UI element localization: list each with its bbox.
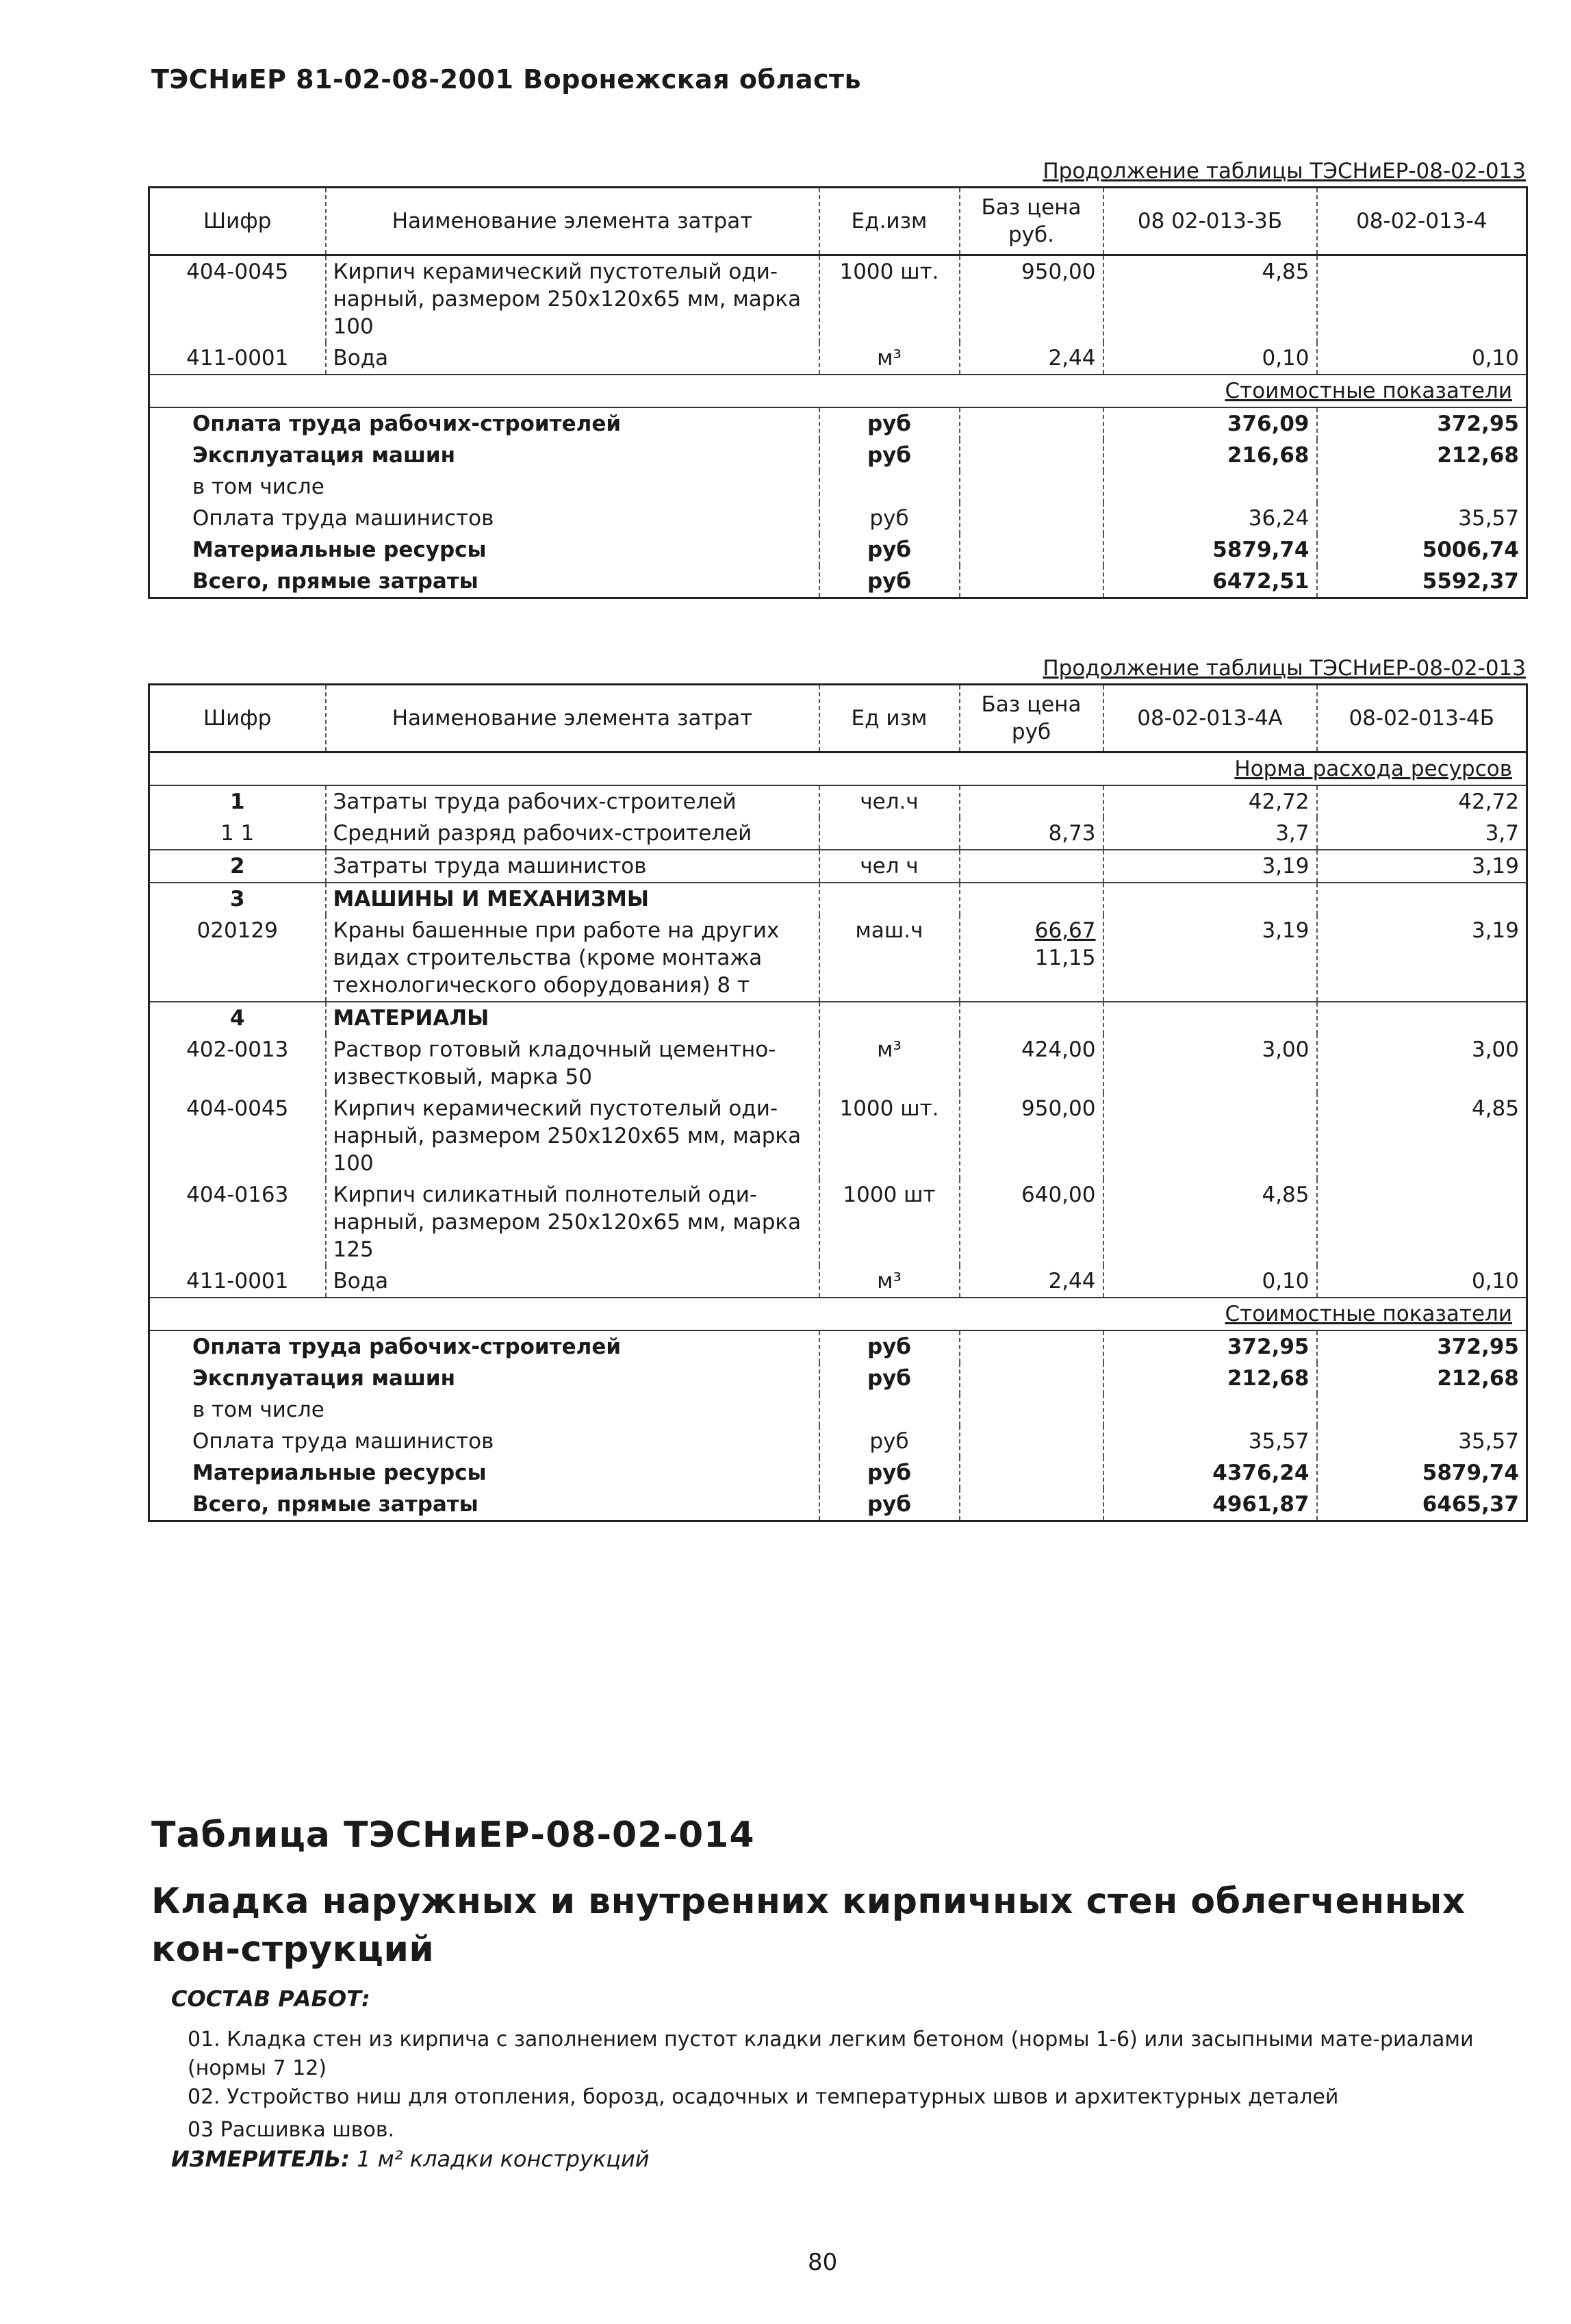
row-unit (819, 1002, 960, 1034)
row-value (1317, 883, 1527, 915)
cost-value (1103, 471, 1317, 503)
cost-row (149, 1426, 1527, 1457)
cost-row (149, 1363, 1527, 1394)
page-header: ТЭСНиЕР 81-02-08-2001 Воронежская область (151, 64, 862, 94)
row-code: 1 (229, 790, 245, 814)
cost-title-row (149, 1298, 1527, 1330)
cost-row (149, 566, 1527, 598)
column-header: Баз цена руб. (960, 188, 1103, 255)
row-unit: маш.ч (819, 915, 960, 1002)
cost-name: Эксплуатация машин (192, 443, 456, 468)
column-header: Шифр (203, 706, 272, 731)
row-unit: чел ч (819, 850, 960, 883)
cost-row (149, 1457, 1527, 1489)
row-price: 2,44 (960, 1265, 1103, 1298)
cost-value: 36,24 (1103, 503, 1317, 534)
row-name: Средний разряд рабочих-строителей (326, 818, 819, 850)
works-title: СОСТАВ РАБОТ: (171, 1986, 370, 2012)
cost-value (1317, 1394, 1527, 1426)
row-code: 2 (149, 850, 326, 883)
cost-title (149, 375, 1527, 407)
cost-title-text: Стоимостные показатели (1225, 379, 1512, 403)
row-name: МАТЕРИАЛЫ (326, 1002, 819, 1034)
row-price: 8,73 (960, 818, 1103, 850)
column-header: 08-02-013-4Б (1317, 685, 1527, 753)
row-value: 3,7 (1317, 818, 1527, 850)
row-unit: чел.ч (819, 785, 960, 818)
cost-price (960, 471, 1103, 503)
row-value (1317, 1002, 1527, 1034)
work-item: 03 Расшивка швов. (188, 2118, 395, 2142)
row-name: Затраты труда рабочих-строителей (326, 785, 819, 818)
row-value: 3,19 (1317, 850, 1527, 883)
row-value: 0,10 (1317, 342, 1527, 375)
row-price: 640,00 (960, 1179, 1103, 1265)
row-value (1317, 255, 1527, 343)
column-header: 08-02-013-4А (1103, 685, 1317, 753)
row-unit: м³ (819, 1034, 960, 1093)
cost-title-text: Стоимостные показатели (1225, 1302, 1512, 1326)
cost-price (960, 1363, 1103, 1394)
cost-unit: руб (819, 1489, 960, 1521)
cost-title-row (149, 375, 1527, 407)
cost-price (960, 407, 1103, 440)
row-name: Раствор готовый кладочный цементно-известковый, марка 50 (326, 1034, 819, 1093)
table-row (149, 915, 1527, 1002)
table-row (149, 1034, 1527, 1093)
cost-name: Оплата труда машинистов (192, 506, 494, 531)
cost-row (149, 534, 1527, 566)
cost-unit: руб (819, 407, 960, 440)
cost-value: 372,95 (1103, 1330, 1317, 1363)
row-unit: м³ (819, 342, 960, 375)
price-main: 66,67 (1034, 918, 1096, 943)
row-name: Кирпич керамический пустотелый оди-нарный, размером 250х120х65 мм, марка 100 (326, 1093, 819, 1179)
cost-unit: руб (819, 503, 960, 534)
cost-price (960, 534, 1103, 566)
cost-row (149, 1489, 1527, 1521)
row-code: 404-0163 (186, 1183, 289, 1207)
row-price (960, 850, 1103, 883)
row-value: 3,19 (1103, 915, 1317, 1002)
table-row (149, 818, 1527, 850)
table-row (149, 1002, 1527, 1034)
row-code: 1 1 (220, 821, 255, 846)
row-code: 411-0001 (186, 346, 289, 370)
row-name: Кирпич керамический пустотелый оди-нарный, размером 250х120х65 мм, марка 100 (326, 255, 819, 343)
cost-name: Всего, прямые затраты (192, 1492, 478, 1517)
cost-value: 216,68 (1103, 440, 1317, 471)
cost-name: Эксплуатация машин (192, 1366, 456, 1391)
cost-value: 4961,87 (1103, 1489, 1317, 1521)
table-row (149, 255, 1527, 343)
cost-value: 6472,51 (1103, 566, 1317, 598)
table-row (149, 1265, 1527, 1298)
cost-unit: руб (819, 1457, 960, 1489)
table-row (149, 1179, 1527, 1265)
table2-caption: Продолжение таблицы ТЭСНиЕР-08-02-013 (1043, 656, 1526, 681)
cost-value: 5879,74 (1103, 534, 1317, 566)
cost-unit: руб (819, 534, 960, 566)
cost-value: 372,95 (1317, 407, 1527, 440)
cost-price (960, 1457, 1103, 1489)
cost-unit: руб (819, 440, 960, 471)
cost-name: Оплата труда рабочих-строителей (192, 412, 622, 436)
norm-title-row (149, 753, 1527, 786)
cost-price (960, 1394, 1103, 1426)
row-code: 4 (149, 1002, 326, 1034)
row-name: Кирпич силикатный полнотелый оди-нарный, размером 250х120х65 мм, марка 125 (326, 1179, 819, 1265)
row-unit (819, 883, 960, 915)
work-item: 02. Устройство ниш для отопления, борозд, осадочных и температурных швов и архитектурных деталей (188, 2085, 1339, 2109)
cost-value (1317, 471, 1527, 503)
cost-value: 35,57 (1317, 1426, 1527, 1457)
row-name: Вода (326, 1265, 819, 1298)
cost-name: в том числе (192, 475, 324, 499)
row-code: 404-0045 (186, 260, 289, 284)
cost-value: 5879,74 (1317, 1457, 1527, 1489)
row-code: 404-0045 (186, 1096, 289, 1121)
cost-value: 376,09 (1103, 407, 1317, 440)
column-header: Наименование элемента затрат (326, 188, 819, 255)
row-code: 402-0013 (186, 1037, 289, 1062)
cost-name: в том числе (192, 1398, 324, 1422)
cost-unit: руб (819, 1330, 960, 1363)
table-row (149, 342, 1527, 375)
cost-row (149, 407, 1527, 440)
row-value: 0,10 (1317, 1265, 1527, 1298)
cost-title (149, 1298, 1527, 1330)
meter-value: 1 м² кладки конструкций (357, 2146, 650, 2172)
table-row (149, 850, 1527, 883)
cost-value: 35,57 (1317, 503, 1527, 534)
cost-value: 4376,24 (1103, 1457, 1317, 1489)
norm-title (149, 753, 1527, 786)
cost-value: 5006,74 (1317, 534, 1527, 566)
column-header: Шифр (203, 209, 272, 233)
cost-value: 35,57 (1103, 1426, 1317, 1457)
row-name: Вода (326, 342, 819, 375)
cost-value: 372,95 (1317, 1330, 1527, 1363)
row-price (960, 915, 1103, 1002)
table2 (148, 683, 1528, 1522)
header-row (149, 188, 1527, 255)
row-code: 411-0001 (186, 1269, 289, 1293)
row-value: 0,10 (1103, 1265, 1317, 1298)
row-value: 42,72 (1103, 785, 1317, 818)
cost-name: Всего, прямые затраты (192, 569, 478, 594)
cost-value: 212,68 (1317, 440, 1527, 471)
row-value (1103, 1093, 1317, 1179)
row-value (1103, 1002, 1317, 1034)
row-name: Краны башенные при работе на других видах строительства (кроме монтажа технологического оборудования) 8 т (326, 915, 819, 1002)
cost-value: 212,68 (1103, 1363, 1317, 1394)
row-value: 4,85 (1317, 1093, 1527, 1179)
row-name: МАШИНЫ И МЕХАНИЗМЫ (326, 883, 819, 915)
row-unit (819, 818, 960, 850)
row-value: 3,19 (1103, 850, 1317, 883)
section-title: Кладка наружных и внутренних кирпичных стен облегченных кон-струкций (151, 1881, 1466, 1970)
cost-row (149, 440, 1527, 471)
cost-name: Материальные ресурсы (192, 1461, 487, 1485)
row-value: 3,00 (1103, 1034, 1317, 1093)
row-price (960, 785, 1103, 818)
row-price (960, 883, 1103, 915)
cost-price (960, 503, 1103, 534)
cost-name: Оплата труда рабочих-строителей (192, 1335, 622, 1359)
row-code: 020129 (196, 918, 278, 943)
cost-unit: руб (819, 1426, 960, 1457)
row-name: Затраты труда машинистов (326, 850, 819, 883)
column-header: Баз цена руб (960, 685, 1103, 753)
cost-price (960, 1489, 1103, 1521)
table1-caption: Продолжение таблицы ТЭСНиЕР-08-02-013 (1043, 159, 1526, 184)
page-number: 80 (808, 2249, 838, 2276)
row-value: 4,85 (1103, 255, 1317, 343)
row-price (960, 1002, 1103, 1034)
cost-unit: руб (819, 566, 960, 598)
column-header: Наименование элемента затрат (326, 685, 819, 753)
work-item: 01. Кладка стен из кирпича с заполнением пустот кладки легким бетоном (нормы 1-6) или засыпными мате-риалами (нормы 7 12) (188, 2028, 1474, 2080)
row-value (1317, 1179, 1527, 1265)
table1 (148, 186, 1528, 599)
row-unit: 1000 шт (819, 1179, 960, 1265)
table-caption: Таблица ТЭСНиЕР-08-02-014 (151, 1815, 755, 1856)
cost-name: Оплата труда машинистов (192, 1429, 494, 1454)
column-header: Ед изм (819, 685, 960, 753)
row-price: 424,00 (960, 1034, 1103, 1093)
cost-unit (819, 471, 960, 503)
cost-row (149, 1394, 1527, 1426)
cost-price (960, 440, 1103, 471)
meter (171, 2146, 650, 2172)
row-unit: м³ (819, 1265, 960, 1298)
meter-label: ИЗМЕРИТЕЛЬ: (171, 2146, 350, 2172)
cost-row (149, 471, 1527, 503)
column-header: 08 02-013-3Б (1103, 188, 1317, 255)
cost-price (960, 566, 1103, 598)
row-value: 3,7 (1103, 818, 1317, 850)
row-value: 3,19 (1317, 915, 1527, 1002)
table-row (149, 883, 1527, 915)
cost-unit: руб (819, 1363, 960, 1394)
cost-value: 212,68 (1317, 1363, 1527, 1394)
row-value (1103, 883, 1317, 915)
column-header: 08-02-013-4 (1317, 188, 1527, 255)
row-value: 0,10 (1103, 342, 1317, 375)
row-code: 3 (149, 883, 326, 915)
row-value: 4,85 (1103, 1179, 1317, 1265)
row-price: 950,00 (960, 255, 1103, 343)
header-row (149, 685, 1527, 753)
price-sub: 11,15 (1034, 946, 1096, 970)
cost-value (1103, 1394, 1317, 1426)
table-row (149, 1093, 1527, 1179)
cost-price (960, 1330, 1103, 1363)
row-unit: 1000 шт. (819, 255, 960, 343)
row-value: 3,00 (1317, 1034, 1527, 1093)
cost-name: Материальные ресурсы (192, 538, 487, 562)
row-price: 950,00 (960, 1093, 1103, 1179)
cost-unit (819, 1394, 960, 1426)
cost-row (149, 503, 1527, 534)
cost-price (960, 1426, 1103, 1457)
row-value: 42,72 (1317, 785, 1527, 818)
norm-title-text: Норма расхода ресурсов (1234, 757, 1512, 781)
column-header: Ед.изм (819, 188, 960, 255)
table-row (149, 785, 1527, 818)
row-price: 2,44 (960, 342, 1103, 375)
cost-value: 5592,37 (1317, 566, 1527, 598)
row-unit: 1000 шт. (819, 1093, 960, 1179)
cost-row (149, 1330, 1527, 1363)
cost-value: 6465,37 (1317, 1489, 1527, 1521)
